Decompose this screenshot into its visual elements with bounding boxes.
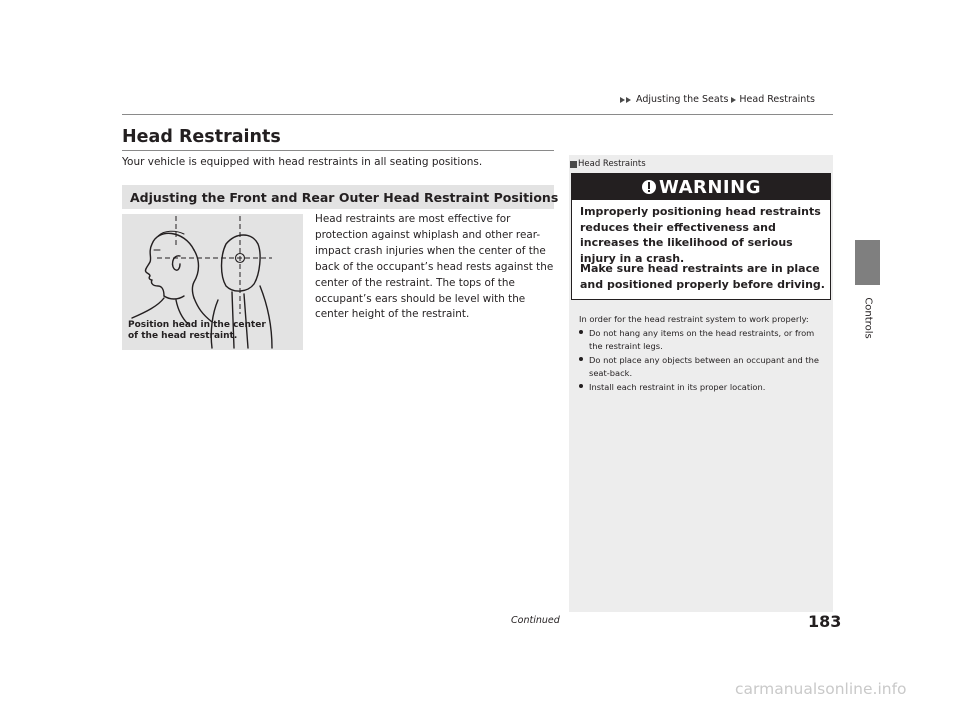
- reference-marker-icon: [570, 161, 577, 168]
- section-tab-label: [838, 288, 898, 348]
- subsection-heading: [122, 185, 559, 209]
- header-divider: [122, 114, 833, 115]
- list-item-text: Do not place any objects between an occupant and the seat-back.: [589, 354, 820, 378]
- intro-text: Your vehicle is equipped with head restraints in all seating positions.: [122, 156, 483, 168]
- breadcrumb-arrow-icon: [620, 97, 625, 103]
- sidebar-bullet-list: [579, 327, 827, 395]
- body-paragraph: Head restraints are most effective for protection against whiplash and other rear-impact crash injuries when the center of the back of the occupant’s head rests against the center of the restraint. The tops of the occupant’s ears should be level with the center height of the restraint.: [315, 213, 554, 321]
- breadcrumb-item[interactable]: Head Restraints: [739, 94, 816, 105]
- breadcrumb-item[interactable]: Adjusting the Seats: [636, 94, 729, 105]
- sidebar-reference[interactable]: [570, 159, 646, 169]
- breadcrumb-arrow-icon: [626, 97, 631, 103]
- list-item: [579, 381, 827, 395]
- page-title: Head Restraints: [122, 127, 281, 147]
- bullet-icon: [579, 330, 583, 334]
- figure-caption-line: Position head in the center: [128, 320, 266, 330]
- warning-header: [572, 174, 830, 200]
- figure-caption-line: of the head restraint.: [128, 331, 238, 341]
- continued-label: Continued: [511, 615, 560, 626]
- warning-alert-icon: [641, 179, 657, 195]
- breadcrumb: [620, 94, 815, 105]
- list-item-text: Install each restraint in its proper location.: [589, 381, 766, 392]
- warning-text: Make sure head restraints are in place and positioned properly before driving.: [580, 262, 825, 291]
- list-item: [579, 327, 827, 354]
- figure-caption: [128, 320, 298, 342]
- section-tab-marker: [855, 240, 880, 285]
- subsection-heading-text: Adjusting the Front and Rear Outer Head Restraint Positions: [130, 189, 559, 205]
- title-divider: [122, 150, 554, 151]
- sidebar-body: [579, 313, 827, 394]
- sidebar-reference-text: Head Restraints: [578, 159, 646, 169]
- bullet-icon: [579, 384, 583, 388]
- warning-title: WARNING: [659, 176, 761, 198]
- page-number: 183: [808, 612, 842, 631]
- warning-text: Improperly positioning head restraints reduces their effectiveness and increases the likelihood of serious injury in a crash.: [580, 205, 821, 265]
- bullet-icon: [579, 357, 583, 361]
- list-item: [579, 354, 827, 381]
- section-tab-text: Controls: [862, 297, 874, 339]
- list-item-text: Do not hang any items on the head restraints, or from the restraint legs.: [589, 327, 815, 351]
- watermark: carmanualsonline.info: [735, 680, 907, 698]
- sidebar-intro: In order for the head restraint system to work properly:: [579, 314, 809, 324]
- breadcrumb-separator-icon: [731, 97, 736, 103]
